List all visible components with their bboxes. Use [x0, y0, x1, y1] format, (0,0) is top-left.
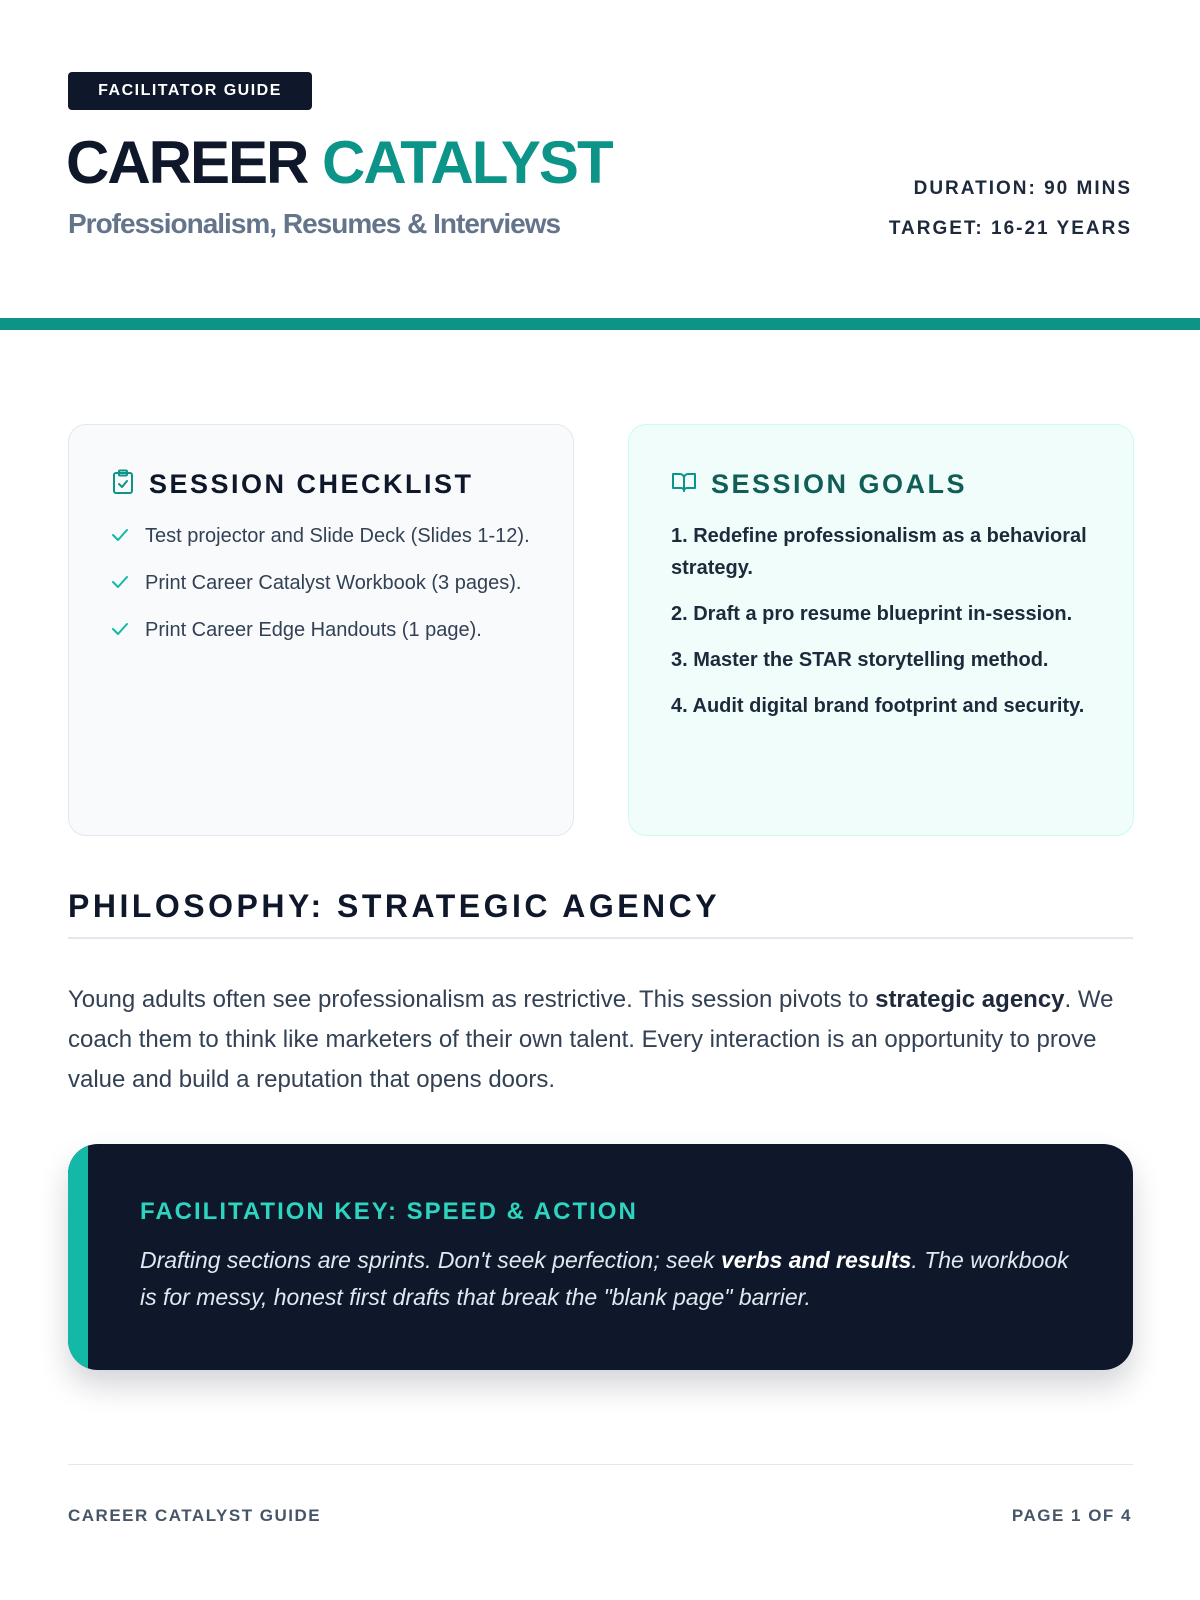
- session-goals-card: [628, 424, 1134, 836]
- goal-item: 1. Redefine professionalism as a behavioral strategy.: [671, 525, 1087, 579]
- check-icon: [111, 567, 131, 602]
- philosophy-text-start: Young adults often see professionalism as restrictive. This session pivots to: [68, 986, 876, 1013]
- checklist-item-text: Print Career Catalyst Workbook (3 pages).: [145, 572, 522, 594]
- footer-divider: [68, 1464, 1133, 1465]
- footer-guide-name: CAREER CATALYST GUIDE: [68, 1506, 322, 1525]
- philosophy-text-end: . We coach them to think like marketers of their own talent. Every interaction is an opportunity to prove value and build a reputation that opens doors.: [68, 986, 1114, 1093]
- duration-label: DURATION: 90 MINS: [913, 178, 1132, 199]
- title-part-career: CAREER: [66, 129, 308, 196]
- goals-header: [671, 469, 1091, 500]
- goal-item: 2. Draft a pro resume blueprint in-session.: [671, 603, 1073, 625]
- facilitator-guide-badge: FACILITATOR GUIDE: [68, 72, 312, 110]
- checklist-title: SESSION CHECKLIST: [149, 469, 474, 499]
- philosophy-heading: PHILOSOPHY: STRATEGIC AGENCY: [68, 888, 721, 924]
- checklist-item-text: Test projector and Slide Deck (Slides 1-12).: [145, 525, 530, 547]
- checklist-items: [111, 520, 531, 649]
- list-item: [111, 520, 531, 555]
- goal-item: 3. Master the STAR storytelling method.: [671, 649, 1049, 671]
- list-item: [111, 567, 531, 602]
- callout-accent-bar: [68, 1144, 88, 1370]
- title-part-catalyst: CATALYST: [322, 129, 612, 196]
- facilitation-key-callout: [68, 1144, 1133, 1370]
- section-divider: [68, 937, 1133, 939]
- key-text-end: . The workbook is for messy, honest first drafts that break the "blank page" barrier.: [140, 1247, 1069, 1310]
- key-text-start: Drafting sections are sprints. Don't seek perfection; seek: [140, 1247, 721, 1273]
- check-icon: [111, 520, 131, 555]
- list-item: [111, 614, 531, 649]
- page-subtitle: Professionalism, Resumes & Interviews: [68, 208, 561, 239]
- goals-items: [671, 520, 1091, 722]
- header-divider: [0, 318, 1200, 330]
- target-label: TARGET: 16-21 YEARS: [888, 218, 1132, 239]
- page-number: PAGE 1 OF 4: [1011, 1506, 1132, 1525]
- checklist-header: [111, 469, 531, 500]
- open-book-icon: [671, 470, 697, 499]
- philosophy-emphasis: strategic agency: [875, 986, 1065, 1013]
- facilitation-key-text: [140, 1242, 1070, 1316]
- check-icon: [111, 614, 131, 649]
- philosophy-paragraph: [68, 980, 1138, 1100]
- goal-item: 4. Audit digital brand footprint and security.: [671, 695, 1085, 717]
- checklist-item-text: Print Career Edge Handouts (1 page).: [145, 619, 482, 641]
- facilitation-key-title: FACILITATION KEY: SPEED & ACTION: [140, 1198, 638, 1225]
- page-title: [66, 128, 612, 198]
- session-checklist-card: [68, 424, 574, 836]
- goals-title: SESSION GOALS: [711, 469, 968, 499]
- clipboard-check-icon: [111, 469, 135, 500]
- page-header: [0, 0, 1200, 330]
- key-text-emphasis: verbs and results: [720, 1247, 912, 1273]
